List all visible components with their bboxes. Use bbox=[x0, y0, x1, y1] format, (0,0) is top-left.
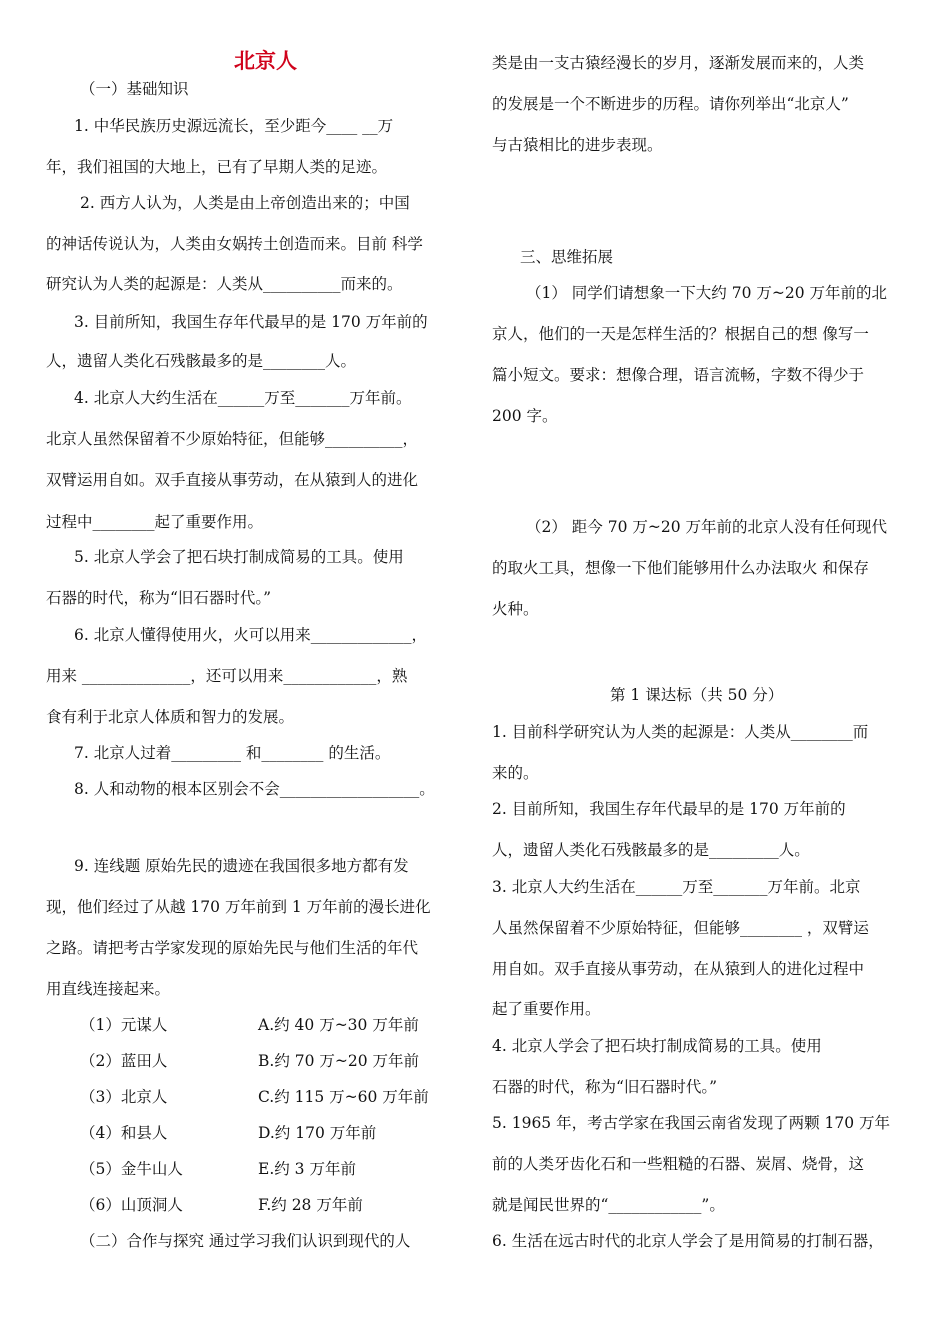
q9-line2: 现，他们经过了从越 170 万年前到 1 万年前的漫长进化 bbox=[46, 898, 431, 916]
test-title: 第 1 课达标（共 50 分） bbox=[610, 686, 784, 704]
q4-line1: 4. 北京人大约生活在______万至_______万年前。 bbox=[74, 389, 412, 407]
ext-q1-line3: 篇小短文。要求：想像合理，语言流畅，字数不得少于 bbox=[492, 366, 865, 384]
match-option-a: A.约 40 万~30 万年前 bbox=[258, 1016, 419, 1034]
test-q5-line2: 前的人类牙齿化石和一些粗糙的石器、炭屑、烧骨，这 bbox=[492, 1155, 865, 1173]
q6-line3: 食有利于北京人体质和智力的发展。 bbox=[46, 708, 295, 726]
match-item-6: （6）山顶洞人 bbox=[80, 1196, 183, 1214]
ext-q2-line2: 的取火工具，想像一下他们能够用什么办法取火 和保存 bbox=[492, 559, 869, 577]
q4-line4: 过程中________起了重要作用。 bbox=[46, 513, 264, 531]
match-item-1: （1）元谋人 bbox=[80, 1016, 168, 1034]
match-option-e: E.约 3 万年前 bbox=[258, 1160, 356, 1178]
q4-line3: 双臂运用自如。双手直接从事劳动，在从猿到人的进化 bbox=[46, 471, 419, 489]
q9-line1: 9. 连线题 原始先民的遗迹在我国很多地方都有发 bbox=[74, 857, 409, 875]
test-q4-line1: 4. 北京人学会了把石块打制成简易的工具。使用 bbox=[492, 1037, 822, 1055]
q1-line1: 1. 中华民族历史源远流长，至少距今____ __万 bbox=[74, 117, 394, 135]
ext-q2-line1: （2） 距今 70 万~20 万年前的北京人没有任何现代 bbox=[526, 518, 888, 536]
q5-line2: 石器的时代，称为“旧石器时代。” bbox=[46, 589, 272, 607]
ext-q2-line3: 火种。 bbox=[492, 600, 539, 618]
test-q5-line1: 5. 1965 年，考古学家在我国云南省发现了两颗 170 万年 bbox=[492, 1114, 891, 1132]
match-item-3: （3）北京人 bbox=[80, 1088, 168, 1106]
q4-line2: 北京人虽然保留着不少原始特征，但能够__________， bbox=[46, 430, 419, 448]
test-q5-line3: 就是闻民世界的“____________”。 bbox=[492, 1196, 725, 1214]
match-option-d: D.约 170 万年前 bbox=[258, 1124, 377, 1142]
q5-line1: 5. 北京人学会了把石块打制成简易的工具。使用 bbox=[74, 548, 404, 566]
match-option-f: F.约 28 万年前 bbox=[258, 1196, 363, 1214]
q6-line1: 6. 北京人懂得使用火，火可以用来_____________， bbox=[74, 626, 427, 644]
q2-line1: 2. 西方人认为，人类是由上帝创造出来的；中国 bbox=[80, 194, 410, 212]
q1-line2: 年，我们祖国的大地上，已有了早期人类的足迹。 bbox=[46, 158, 388, 176]
match-item-4: （4）和县人 bbox=[80, 1124, 168, 1142]
match-item-5: （5）金牛山人 bbox=[80, 1160, 183, 1178]
ext-q1-line2: 京人，他们的一天是怎样生活的？根据自己的想 像写一 bbox=[492, 325, 869, 343]
section-cooperation: （二）合作与探究 通过学习我们认识到现代的人 bbox=[80, 1232, 411, 1250]
q3-line2: 人，遗留人类化石残骸最多的是________人。 bbox=[46, 352, 357, 370]
test-q1-line2: 来的。 bbox=[492, 764, 539, 782]
test-q3-line1: 3. 北京人大约生活在______万至_______万年前。北京 bbox=[492, 878, 861, 896]
coop-line1: 类是由一支古猿经漫长的岁月，逐渐发展而来的，人类 bbox=[492, 54, 865, 72]
q2-line2: 的神话传说认为，人类由女娲抟土创造而来。目前 科学 bbox=[46, 235, 423, 253]
test-q3-line2: 人虽然保留着不少原始特征，但能够________ ，双臂运 bbox=[492, 919, 869, 937]
test-q6-line1: 6. 生活在远古时代的北京人学会了是用简易的打制石器， bbox=[492, 1232, 884, 1250]
test-q3-line4: 起了重要作用。 bbox=[492, 1000, 601, 1018]
match-item-2: （2）蓝田人 bbox=[80, 1052, 168, 1070]
ext-q1-line4: 200 字。 bbox=[492, 407, 558, 425]
test-q1-line1: 1. 目前科学研究认为人类的起源是：人类从________而 bbox=[492, 723, 869, 741]
test-q3-line3: 用自如。双手直接从事劳动，在从猿到人的进化过程中 bbox=[492, 960, 865, 978]
match-option-c: C.约 115 万~60 万年前 bbox=[258, 1088, 429, 1106]
coop-line3: 与古猿相比的进步表现。 bbox=[492, 136, 663, 154]
q6-line2: 用来 ______________，还可以用来____________，熟 bbox=[46, 667, 408, 685]
test-q4-line2: 石器的时代，称为“旧石器时代。” bbox=[492, 1078, 718, 1096]
q9-line4: 用直线连接起来。 bbox=[46, 980, 171, 998]
q8-line: 8. 人和动物的根本区别会不会__________________。 bbox=[74, 780, 435, 798]
page-title: 北京人 bbox=[234, 48, 297, 73]
test-q2-line2: 人，遗留人类化石残骸最多的是_________人。 bbox=[492, 841, 810, 859]
q9-line3: 之路。请把考古学家发现的原始先民与他们生活的年代 bbox=[46, 939, 419, 957]
match-option-b: B.约 70 万~20 万年前 bbox=[258, 1052, 420, 1070]
coop-line2: 的发展是一个不断进步的历程。请你列举出“北京人” bbox=[492, 95, 849, 113]
test-q2-line1: 2. 目前所知，我国生存年代最早的是 170 万年前的 bbox=[492, 800, 846, 818]
q2-line3: 研究认为人类的起源是：人类从__________而来的。 bbox=[46, 275, 403, 293]
q3-line1: 3. 目前所知，我国生存年代最早的是 170 万年前的 bbox=[74, 313, 428, 331]
section-basic-knowledge: （一）基础知识 bbox=[80, 80, 189, 98]
ext-q1-line1: （1） 同学们请想象一下大约 70 万~20 万年前的北 bbox=[526, 284, 888, 302]
q7-line: 7. 北京人过着_________ 和________ 的生活。 bbox=[74, 744, 391, 762]
section-thinking: 三、思维拓展 bbox=[520, 248, 614, 266]
